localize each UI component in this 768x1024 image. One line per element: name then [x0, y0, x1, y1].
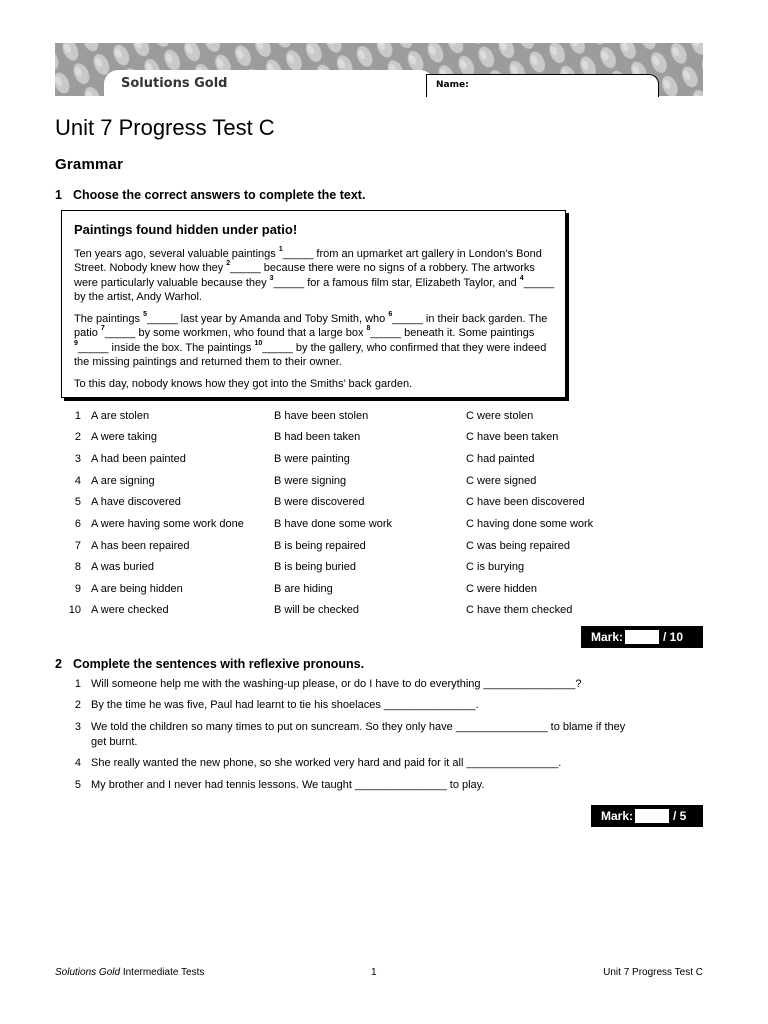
mark-box-q1: [581, 626, 703, 648]
option-b[interactable]: B were discovered: [274, 496, 365, 508]
option-c[interactable]: C have them checked: [466, 604, 573, 616]
option-a[interactable]: A were having some work done: [91, 518, 244, 530]
option-b[interactable]: B is being repaired: [274, 540, 366, 552]
option-a[interactable]: A have discovered: [91, 496, 181, 508]
option-c[interactable]: C were hidden: [466, 583, 537, 595]
option-row: 6 A were having some work done B have done some work C having done some work: [74, 518, 594, 530]
option-row: 4 A are signing B were signing C were signed: [74, 475, 537, 487]
sentence-text[interactable]: By the time he was five, Paul had learnt to tie his shoelaces _______________.: [91, 699, 479, 711]
mark-total: / 5: [673, 809, 687, 823]
option-a[interactable]: A are signing: [91, 475, 155, 487]
sentence-text[interactable]: Will someone help me with the washing-up please, or do I have to do everything _______________?: [91, 678, 582, 690]
option-a[interactable]: A are being hidden: [91, 583, 183, 595]
sentence-text[interactable]: My brother and I never had tennis lessons. We taught _______________ to play.: [91, 779, 485, 791]
option-b[interactable]: B were signing: [274, 475, 347, 487]
option-a[interactable]: A was buried: [91, 561, 154, 573]
option-b[interactable]: B are hiding: [274, 583, 333, 595]
mark-box-q2: [591, 805, 703, 827]
reading-paragraph-1: Ten years ago, several valuable paintings $^1$_____ from an upmarket art gallery in London’s Bond Street. Nobody knew how they $^2$_____ because there were no signs of a robbery. The artworks were particularly valuable because they $^3$_____ for a famous film star, Elizabeth Taylor, and $^4$_____ by the artist, Andy Warhol.: [74, 245, 555, 303]
option-a[interactable]: A had been painted: [91, 453, 186, 465]
option-c[interactable]: C were stolen: [466, 410, 534, 422]
option-row: 8 A was buried B is being buried C is burying: [74, 561, 525, 573]
option-c[interactable]: C have been discovered: [466, 496, 585, 508]
option-c[interactable]: C is burying: [466, 561, 525, 573]
sentence-text[interactable]: She really wanted the new phone, so she worked very hard and paid for it all _______________.: [91, 757, 562, 769]
footer-page-number: 1: [371, 967, 377, 978]
option-row: 1 A are stolen B have been stolen C were stolen: [74, 410, 534, 422]
section-title: Grammar: [55, 156, 124, 173]
option-row: 3 A had been painted B were painting C had painted: [74, 453, 535, 465]
option-b[interactable]: B have done some work: [274, 518, 393, 530]
option-b[interactable]: B were painting: [274, 453, 350, 465]
option-c[interactable]: C was being repaired: [466, 540, 570, 552]
mark-input[interactable]: [635, 809, 669, 823]
reading-text-title: Paintings found hidden under patio!: [74, 222, 298, 237]
option-row: 5 A have discovered B were discovered C have been discovered: [74, 496, 585, 508]
option-a[interactable]: A were checked: [91, 604, 169, 616]
question-number: 2: [55, 657, 62, 671]
reading-text-box: [61, 210, 566, 398]
mark-input[interactable]: [625, 630, 659, 644]
option-row: 2 A were taking B had been taken C have been taken: [74, 431, 559, 443]
option-c[interactable]: C have been taken: [466, 431, 559, 443]
option-a[interactable]: A are stolen: [91, 410, 150, 422]
question-2-heading: [55, 657, 364, 671]
option-c[interactable]: C were signed: [466, 475, 537, 487]
reading-paragraph-2: The paintings $^5$_____ last year by Amanda and Toby Smith, who $^6$_____ in their back garden. The patio $^7$_____ by some workmen, who found that a large box $^8$_____ beneath it. Some paintings $^9$_____ inside the box. The paintings $^{10}$_____ by the gallery, who confirmed that they were indeed the missing paintings and returned them to their owner.: [74, 310, 548, 368]
reading-paragraph-3: To this day, nobody knows how they got into the Smiths’ back garden.: [74, 377, 413, 390]
footer-left: Solutions Gold Intermediate Tests: [55, 967, 205, 978]
question-number: 1: [55, 188, 62, 202]
option-row: 9 A are being hidden B are hiding C were hidden: [74, 583, 537, 595]
mark-total: / 10: [663, 630, 684, 644]
footer-right: Unit 7 Progress Test C: [603, 967, 703, 978]
question-1-heading: [55, 188, 365, 202]
option-a[interactable]: A has been repaired: [91, 540, 190, 552]
mark-label: Mark:: [601, 809, 634, 823]
mark-label: Mark:: [591, 630, 624, 644]
name-label: Name:: [436, 80, 469, 90]
option-row: 10 A were checked B will be checked C have them checked: [68, 604, 573, 616]
brand-logo: Solutions Gold: [121, 76, 228, 91]
question-instruction: Choose the correct answers to complete the text.: [73, 188, 366, 202]
option-row: 7 A has been repaired B is being repaired C was being repaired: [74, 540, 570, 552]
sentence-text[interactable]: We told the children so many times to put on suncream. So they only have _______________ to blame if they get burnt.: [91, 721, 626, 748]
option-b[interactable]: B will be checked: [274, 604, 359, 616]
option-b[interactable]: B have been stolen: [274, 410, 369, 422]
option-b[interactable]: B had been taken: [274, 431, 361, 443]
option-c[interactable]: C having done some work: [466, 518, 594, 530]
option-c[interactable]: C had painted: [466, 453, 535, 465]
option-b[interactable]: B is being buried: [274, 561, 356, 573]
option-a[interactable]: A were taking: [91, 431, 158, 443]
page-title: Unit 7 Progress Test C: [55, 115, 275, 140]
question-instruction: Complete the sentences with reflexive pronouns.: [73, 657, 365, 671]
